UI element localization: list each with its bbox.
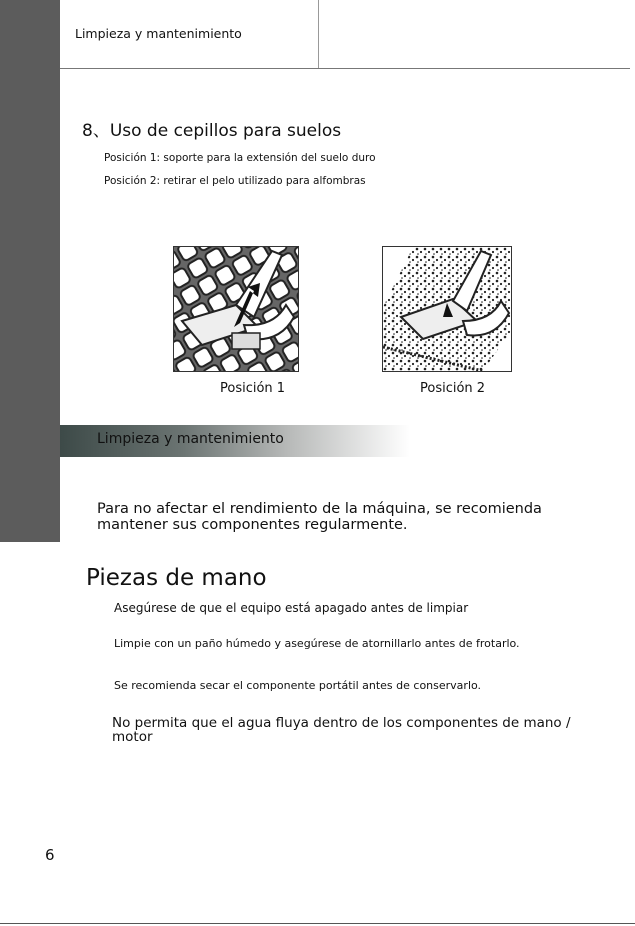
warning-text: No permita que el agua fluya dentro de los componentes de mano / motor: [112, 715, 571, 745]
banner-title: Limpieza y mantenimiento: [97, 431, 284, 447]
page-number: 6: [45, 846, 55, 864]
bottom-rule: [0, 923, 635, 924]
instruction-item: Limpie con un paño húmedo y asegúrese de atornillarlo antes de frotarlo.: [114, 637, 520, 650]
instruction-item: Se recomienda secar el componente portátil antes de conservarlo.: [114, 679, 482, 692]
instruction-item: Asegúrese de que el equipo está apagado antes de limpiar: [114, 601, 469, 615]
position-1-text: Posición 1: soporte para la extensión del suelo duro: [104, 152, 376, 164]
sidebar-bar: [0, 0, 60, 542]
header-divider: [318, 0, 319, 68]
section-title: 8、Uso de cepillos para suelos: [82, 121, 342, 141]
position-1-caption: Posición 1: [220, 381, 286, 396]
position-1-illustration: [173, 246, 299, 372]
pieces-title: Piezas de mano: [86, 565, 267, 591]
header-rule: [60, 68, 630, 69]
position-2-caption: Posición 2: [420, 381, 486, 396]
header-title: Limpieza y mantenimiento: [75, 26, 242, 41]
position-2-illustration: [382, 246, 512, 372]
position-2-text: Posición 2: retirar el pelo utilizado para alfombras: [104, 175, 366, 187]
maintenance-intro: Para no afectar el rendimiento de la máquina, se recomienda mantener sus componentes regularmente.: [97, 501, 542, 533]
